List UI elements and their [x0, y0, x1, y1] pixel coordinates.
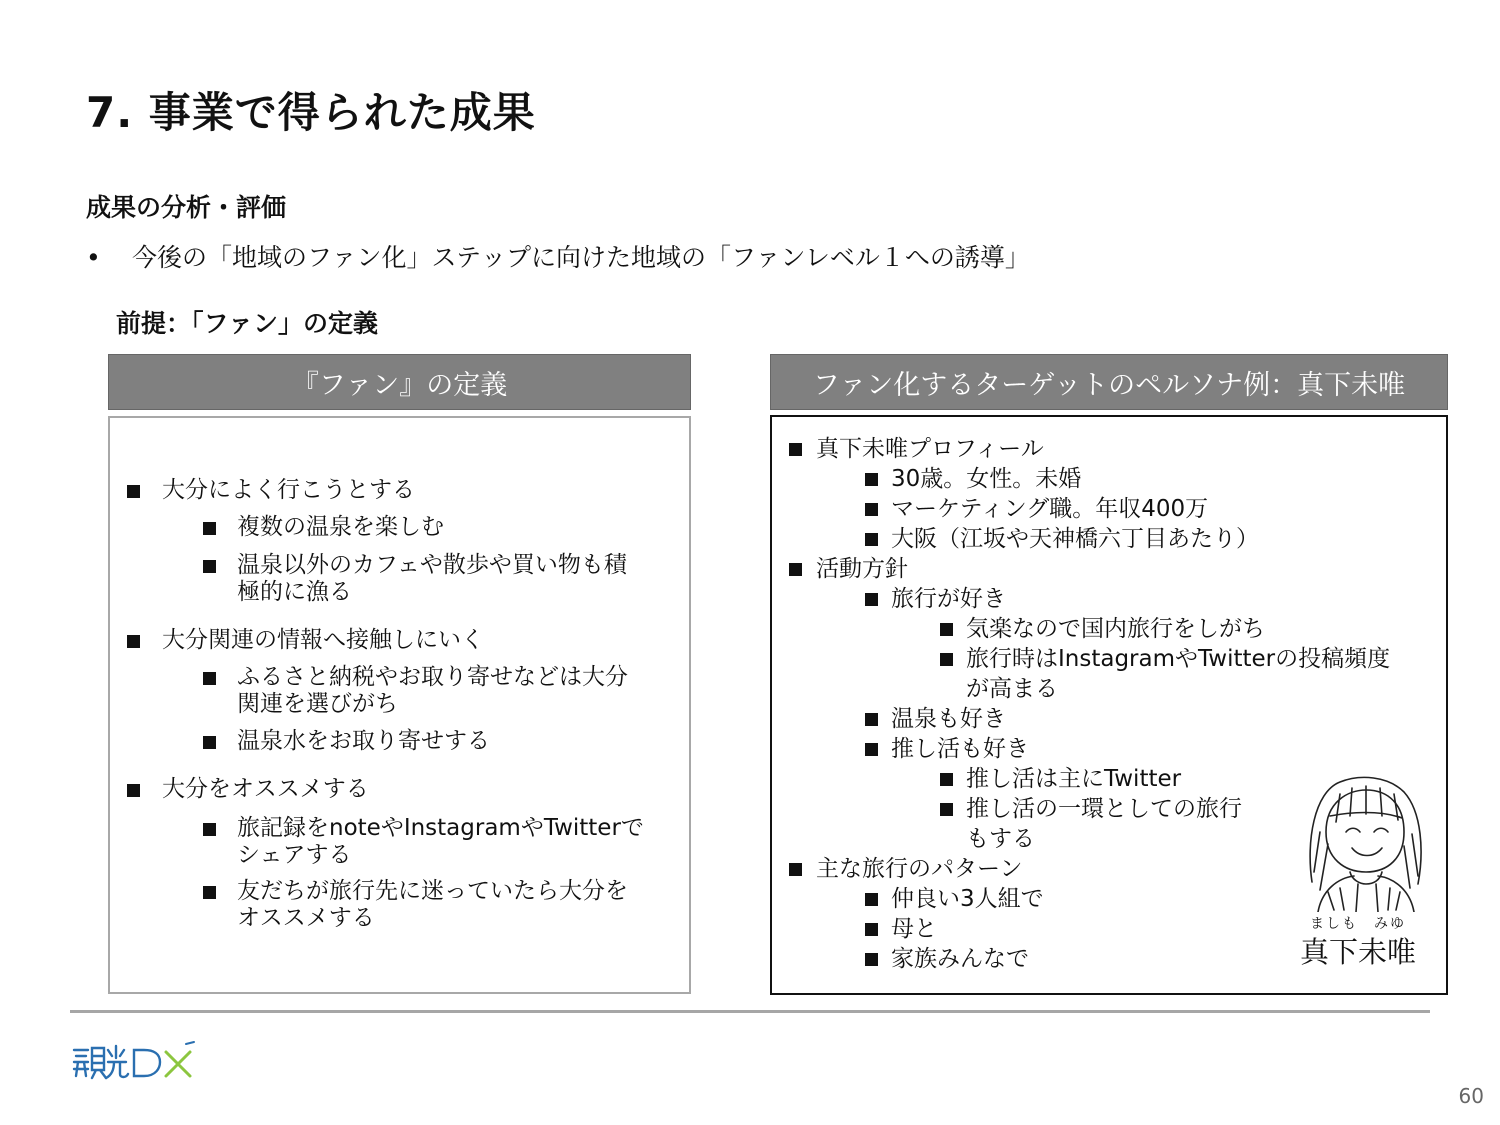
square-bullet-icon	[940, 623, 953, 636]
premise-heading: 前提：「ファン」の定義	[116, 309, 379, 338]
list-item-continuation: シェアする	[237, 842, 352, 868]
square-bullet-icon	[865, 743, 878, 756]
square-bullet-icon	[203, 672, 216, 685]
square-bullet-icon	[865, 593, 878, 606]
kanko-dx-logo	[70, 1040, 200, 1085]
persona-header: ファン化するターゲットのペルソナ例：真下未唯	[770, 354, 1448, 410]
square-bullet-icon	[203, 823, 216, 836]
square-bullet-icon	[940, 803, 953, 816]
persona-name: 真下未唯	[1299, 935, 1416, 969]
square-bullet-icon	[865, 923, 878, 936]
square-bullet-icon	[865, 533, 878, 546]
square-bullet-icon	[940, 773, 953, 786]
list-item-continuation: が高まる	[966, 676, 1058, 702]
square-bullet-icon	[865, 953, 878, 966]
square-bullet-icon	[203, 560, 216, 573]
section-heading: 成果の分析・評価	[86, 193, 287, 222]
list-item-continuation: もする	[966, 826, 1035, 852]
fan-definition-header: 『ファン』の定義	[108, 354, 691, 410]
square-bullet-icon	[203, 736, 216, 749]
square-bullet-icon	[789, 863, 802, 876]
square-bullet-icon	[865, 893, 878, 906]
list-item-continuation: オススメする	[237, 905, 375, 931]
list-item-continuation: 極的に漁る	[237, 579, 352, 605]
summary-bullet	[86, 238, 1030, 274]
bullet-dot: •	[86, 243, 101, 272]
square-bullet-icon	[940, 653, 953, 666]
summary-bullet-text: 今後の「地域のファン化」ステップに向けた地域の「ファンレベル１への誘導」	[132, 243, 1030, 272]
persona-panel: 真下未唯プロフィール 30歳。女性。未婚 マーケティング職。年収400万 大阪（江坂や天神橋六丁目あたり） 活動方針 旅行が好き 気楽なので国内旅行をしがち 旅行時はInstagramやTwitterの投稿頻度 が高まる 温泉も好き 推し活も好き 推し活は主にTwitter 推し活の一環としての旅行 もする 主な旅行のパターン 仲良い3人組で 母と 家族みんなで	[770, 415, 1448, 995]
page-number: 60	[1458, 1084, 1484, 1108]
square-bullet-icon	[865, 503, 878, 516]
persona-illustration	[1300, 772, 1432, 912]
persona-name-ruby: ましも みゆ	[1310, 916, 1406, 932]
footer-divider	[70, 1010, 1430, 1013]
square-bullet-icon	[789, 443, 802, 456]
page-title: 7. 事業で得られた成果	[86, 88, 536, 137]
square-bullet-icon	[789, 563, 802, 576]
square-bullet-icon	[127, 635, 140, 648]
list-item-continuation: 関連を選びがち	[237, 691, 398, 717]
square-bullet-icon	[127, 485, 140, 498]
square-bullet-icon	[865, 713, 878, 726]
fan-definition-panel: 大分によく行こうとする 複数の温泉を楽しむ 温泉以外のカフェや散歩や買い物も積 極的に漁る 大分関連の情報へ接触しにいく ふるさと納税やお取り寄せなどは大分 関連を選びがち 温泉水をお取り寄せする 大分をオススメする 旅記録をnoteやInstagramやTwitterで シェアする 友だちが旅行先に迷っていたら大分を オススメする	[108, 416, 691, 994]
square-bullet-icon	[203, 522, 216, 535]
square-bullet-icon	[865, 473, 878, 486]
square-bullet-icon	[127, 784, 140, 797]
square-bullet-icon	[203, 886, 216, 899]
